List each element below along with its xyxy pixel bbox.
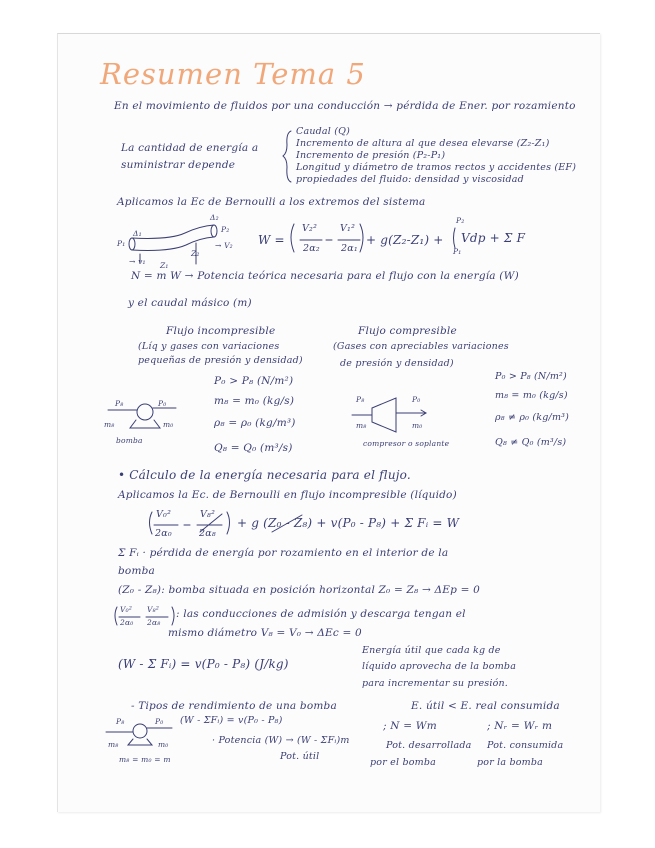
vnote-paren-right <box>172 607 174 625</box>
eq2-cancel-2 <box>272 515 302 532</box>
factor-3: Incremento de presión (P₂-P₁) <box>296 150 446 161</box>
comp-p-out: P₀ <box>412 395 421 404</box>
eq3-note-2: líquido aprovecha de la bomba <box>362 661 517 672</box>
eq2-v0num: V₀² <box>156 509 172 520</box>
eq2-paren-right <box>227 512 230 534</box>
vnote-v0den: 2α₀ <box>120 618 134 627</box>
pipe-label-p1: P₁ <box>117 239 126 248</box>
factors-brace <box>283 131 291 182</box>
energy-label-1: La cantidad de energía a <box>121 142 259 154</box>
compressor-shape <box>372 398 396 432</box>
comp-eq-1: P₀ > P₈ (N/m²) <box>495 371 567 382</box>
eq-w-tail: Vdp + Σ F <box>461 231 526 245</box>
page-title: Resumen Tema 5 <box>100 57 366 91</box>
incomp-pump-p-out: P₀ <box>158 399 167 408</box>
comp-m-out: m₀ <box>412 421 423 430</box>
final-n-sub-1: Pot. desarrollada <box>386 740 472 751</box>
final-eq: (W - ΣFᵢ) = v(P₀ - P₈) <box>180 715 283 726</box>
incomp-title: Flujo incompresible <box>166 325 276 337</box>
eq-w-mid: + g(Z₂-Z₁) + <box>366 233 444 247</box>
final-n-eq: ; N = Wm <box>383 720 437 732</box>
incomp-pump-p-in: P₈ <box>115 399 124 408</box>
final-power: · Potencia (W) → (W - ΣFᵢ)m <box>212 735 350 746</box>
incomp-pump-circle <box>137 404 153 420</box>
eq-w-paren-right <box>360 224 363 252</box>
eq3-note-3: para incrementar su presión. <box>362 678 509 689</box>
final-p-out: P₀ <box>155 717 164 726</box>
comp-desc-1: (Gases con apreciables variaciones <box>333 341 509 352</box>
intro-line: En el movimiento de fluidos por una conducción → pérdida de Ener. por rozamiento <box>114 100 576 112</box>
factor-5: propiedades del fluido: densidad y viscosidad <box>296 174 524 185</box>
bernoulli-intro: Aplicamos la Ec de Bernoulli a los extremos del sistema <box>117 196 426 208</box>
power-line-2: y el caudal másico (m) <box>128 297 252 309</box>
sumf-line-2: bomba <box>118 565 155 577</box>
eq2-rest: + g (Z₀ - Z₈) + v(P₀ - P₈) + Σ Fᵢ = W <box>237 516 460 530</box>
pipe-inlet <box>129 238 135 250</box>
energy-label-2: suministrar depende <box>121 159 236 171</box>
pipe-label-z2: Z₂ <box>191 249 200 258</box>
comp-eq-2: m₈ = m₀ (kg/s) <box>495 390 568 401</box>
eq-w-v2num: V₂² <box>302 223 318 234</box>
pipe-bottom <box>132 237 214 250</box>
eq-w-paren-left <box>291 224 294 252</box>
comp-title: Flujo compresible <box>358 325 457 337</box>
calc-intro: Aplicamos la Ec. de Bernoulli en flujo incompresible (líquido) <box>118 489 457 501</box>
eq3: (W - Σ Fᵢ) = v(P₀ - P₈) (J/kg) <box>118 657 289 671</box>
incomp-eq-1: P₀ > P₈ (N/m²) <box>214 375 294 387</box>
vnote-paren-left <box>115 607 117 625</box>
comp-p-in: P₈ <box>356 395 365 404</box>
eq3-note-1: Energía útil que cada kg de <box>362 645 501 656</box>
eq-w-v1num: V₁² <box>340 223 356 234</box>
final-n-sub-2: por el bomba <box>370 757 436 768</box>
comp-eq-4: Q₈ ≠ Q₀ (m³/s) <box>495 437 567 448</box>
vnote-v8num: V₈² <box>147 605 160 614</box>
vnote-line-2: mismo diámetro V₈ = V₀ → ΔEc = 0 <box>168 627 362 639</box>
eq2-paren-left <box>150 512 153 534</box>
comp-desc-2: de presión y densidad) <box>340 358 454 369</box>
eq-w-lhs: W = <box>258 233 285 247</box>
eq2-v8den: 2α₈ <box>199 528 216 539</box>
z-note: (Z₀ - Z₈): bomba situada en posición horizontal Z₀ = Z₈ → ΔEp = 0 <box>118 584 481 596</box>
eq2-v8num: V₈² <box>200 509 216 520</box>
power-line-1: N = m W → Potencia teórica necesaria para el flujo con la energía (W) <box>131 270 519 282</box>
pipe-label-d2: Δ₂ <box>210 213 219 222</box>
eq2-v0den: 2α₀ <box>155 528 172 539</box>
incomp-eq-3: ρ₈ = ρ₀ (kg/m³) <box>214 417 296 429</box>
final-p-in: P₈ <box>116 717 125 726</box>
factor-4: Longitud y diámetro de tramos rectos y accidentes (EF) <box>296 162 577 173</box>
calc-title: • Cálculo de la energía necesaria para el flujo. <box>118 468 411 482</box>
incomp-eq-4: Q₈ = Q₀ (m³/s) <box>214 442 293 454</box>
final-pump-circle <box>133 724 147 738</box>
factor-2: Incremento de altura al que desea elevarse (Z₂-Z₁) <box>296 138 550 149</box>
eq-w-v1den: 2α₁ <box>341 243 358 254</box>
incomp-pump-label: bomba <box>116 436 143 445</box>
pipe-label-v1: → v₁ <box>129 257 146 266</box>
types-line: - Tipos de rendimiento de una bomba <box>131 700 337 712</box>
integral-sign <box>454 228 456 248</box>
types-right: E. útil < E. real consumida <box>411 700 560 712</box>
final-m-in: m₈ <box>108 740 119 749</box>
pipe-label-d1: Δ₁ <box>133 229 142 238</box>
vnote-line-1: : las conducciones de admisión y descarga tengan el <box>176 608 466 620</box>
pipe-label-p2: P₂ <box>221 225 230 234</box>
eq-w-int-top: P₂ <box>456 216 465 225</box>
final-m-note: m₈ = m₀ = m <box>119 755 171 764</box>
incomp-pump-m-out: m₀ <box>163 420 174 429</box>
vnote-v8den: 2α₈ <box>147 618 161 627</box>
incomp-eq-2: m₈ = m₀ (kg/s) <box>214 395 295 407</box>
comp-eq-3: ρ₈ ≠ ρ₀ (kg/m³) <box>495 412 570 423</box>
comp-device-label: compresor o soplante <box>363 439 450 448</box>
pipe-top <box>132 225 214 238</box>
vnote-v0num: V₀² <box>120 605 133 614</box>
factor-1: Caudal (Q) <box>296 126 351 137</box>
final-m-out: m₀ <box>158 740 169 749</box>
comp-m-in: m₈ <box>356 421 367 430</box>
incomp-desc-2: pequeñas de presión y densidad) <box>138 355 303 366</box>
incomp-pump-m-in: m₈ <box>104 420 115 429</box>
final-nr-sub-1: Pot. consumida <box>487 740 564 751</box>
incomp-desc-1: (Líq y gases con variaciones <box>138 341 280 352</box>
final-nr-eq: ; Nᵣ = Wᵣ m <box>487 720 553 732</box>
final-power-sub: Pot. útil <box>280 751 320 762</box>
eq-w-int-bot: P₁ <box>453 247 462 256</box>
eq-w-v2den: 2α₂ <box>303 243 320 254</box>
final-pump-base <box>128 739 152 745</box>
final-nr-sub-2: por la bomba <box>477 757 544 768</box>
pipe-label-z1: Z₁ <box>160 261 169 270</box>
pipe-outlet <box>211 225 217 237</box>
incomp-pump-base <box>130 420 160 428</box>
eq2-cancel-1 <box>200 514 222 532</box>
pipe-label-v2: → V₂ <box>215 241 233 250</box>
sumf-line-1: Σ Fᵢ · pérdida de energía por rozamiento en el interior de la <box>118 547 449 559</box>
